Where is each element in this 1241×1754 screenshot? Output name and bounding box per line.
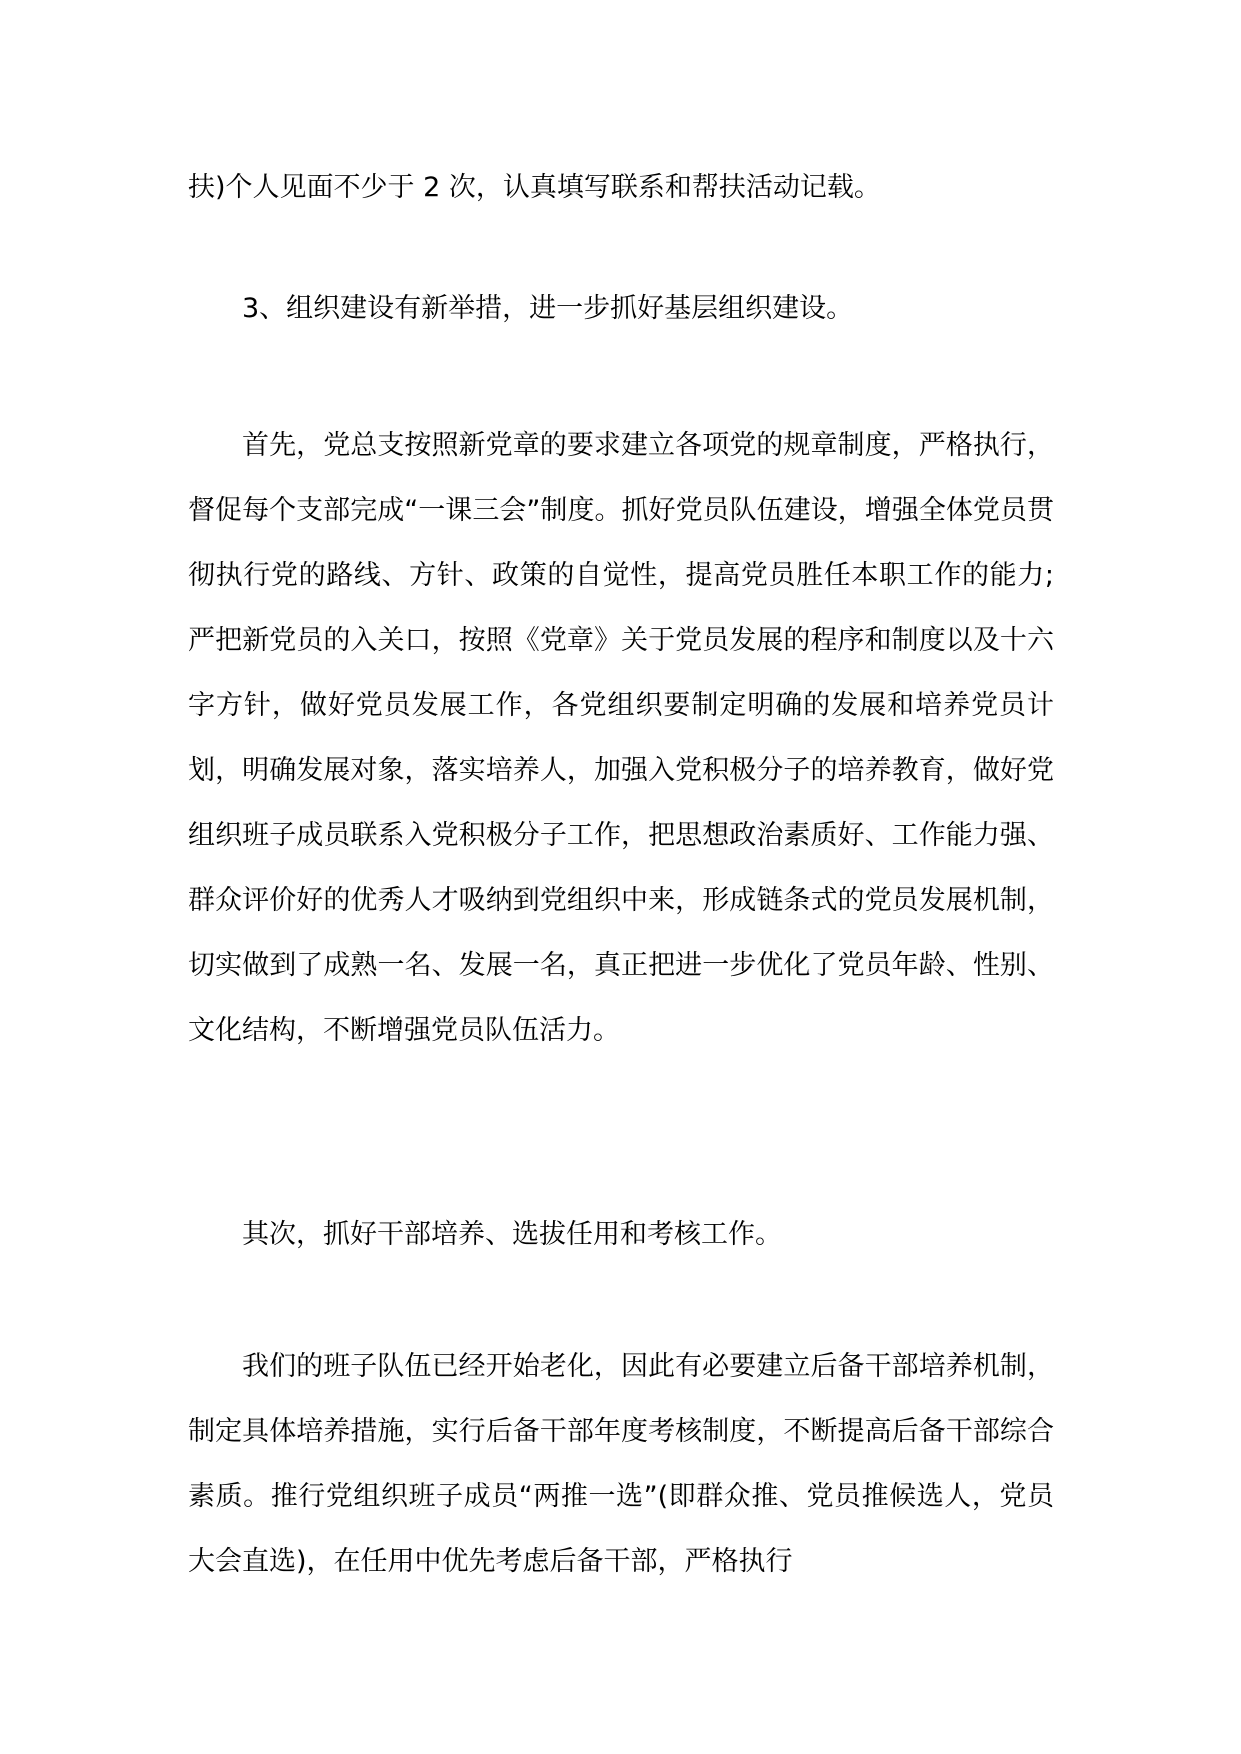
paragraph-cadre-training: 我们的班子队伍已经开始老化，因此有必要建立后备干部培养机制，制定具体培养措施，实行后备干部年度考核制度，不断提高后备干部综合素质。推行党组织班子成员“两推一选”(即群众推、党员推候选人，党员大会直选)，在任用中优先考虑后备干部，严格执行	[188, 1351, 1054, 1577]
paragraph-continuation: 扶)个人见面不少于 2 次，认真填写联系和帮扶活动记载。	[188, 172, 881, 203]
section-heading-3: 3、组织建设有新举措，进一步抓好基层组织建设。	[242, 293, 854, 324]
paragraph-first: 首先，党总支按照新党章的要求建立各项党的规章制度，严格执行，督促每个支部完成“一课三会”制度。抓好党员队伍建设，增强全体党员贯彻执行党的路线、方针、政策的自觉性，提高党员胜任本职工作的能力;严把新党员的入关口，按照《党章》关于党员发展的程序和制度以及十六字方针，做好党员发展工作，各党组织要制定明确的发展和培养党员计划，明确发展对象，落实培养人，加强入党积极分子的培养教育，做好党组织班子成员联系入党积极分子工作，把思想政治素质好、工作能力强、群众评价好的优秀人才吸纳到党组织中来，形成链条式的党员发展机制，切实做到了成熟一名、发展一名，真正把进一步优化了党员年龄、性别、文化结构，不断增强党员队伍活力。	[188, 430, 1054, 1046]
paragraph-second-heading: 其次，抓好干部培养、选拔任用和考核工作。	[242, 1219, 782, 1250]
